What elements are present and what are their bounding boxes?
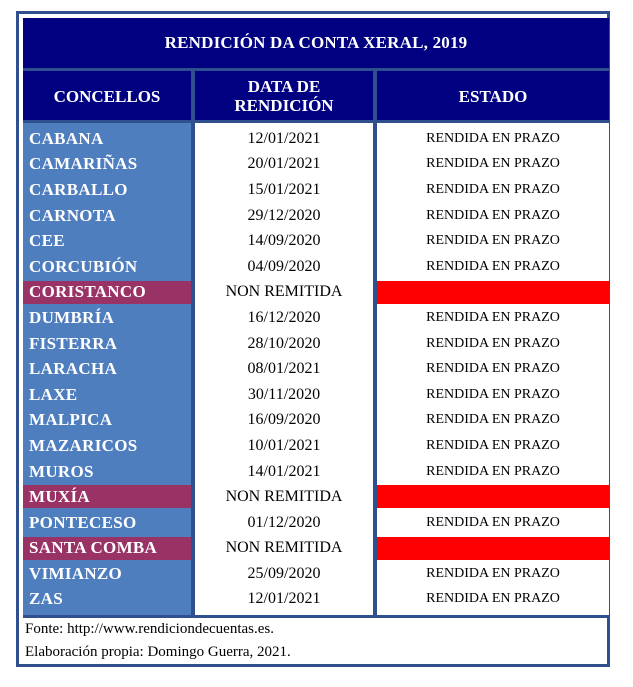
table-row <box>19 433 613 459</box>
rendicion-date: 12/01/2021 <box>247 129 321 147</box>
status-text: RENDIDA EN PRAZO <box>426 463 560 479</box>
header-data-line1: DATA DE <box>247 77 321 96</box>
status-text: RENDIDA EN PRAZO <box>426 335 560 351</box>
concello-name: CORISTANCO <box>23 281 191 304</box>
status-text: RENDIDA EN PRAZO <box>426 156 560 172</box>
status-text: RENDIDA EN PRAZO <box>426 258 560 274</box>
concello-name: MUXÍA <box>23 485 191 508</box>
table-row <box>19 152 613 178</box>
concello-name: CABANA <box>29 128 104 148</box>
rendicion-date: 15/01/2021 <box>247 180 321 198</box>
table-body <box>19 126 613 612</box>
concello-name: MUROS <box>29 461 94 481</box>
rendicion-date: 16/12/2020 <box>247 308 321 326</box>
table-row <box>19 126 613 152</box>
concello-name: CAMARIÑAS <box>29 154 138 174</box>
table-row <box>19 280 613 306</box>
status-text: RENDIDA EN PRAZO <box>426 412 560 428</box>
concello-name: PONTECESO <box>29 512 137 532</box>
rendicion-date: 04/09/2020 <box>247 257 321 275</box>
status-text: RENDIDA EN PRAZO <box>426 386 560 402</box>
rendicion-date: 14/01/2021 <box>247 462 321 480</box>
table-row <box>19 561 613 587</box>
concello-name: MALPICA <box>29 410 113 430</box>
header-data-rendicion <box>195 71 373 121</box>
table-row <box>19 536 613 562</box>
status-text: RENDIDA EN PRAZO <box>426 437 560 453</box>
concello-name: LAXE <box>29 384 78 404</box>
table-row <box>19 587 613 613</box>
rendicion-date: 08/01/2021 <box>247 360 321 378</box>
concello-name: ZAS <box>29 589 63 609</box>
table-row <box>19 382 613 408</box>
footer-source: Fonte: http://www.rendiciondecuentas.es. <box>25 621 274 637</box>
concello-name: DUMBRÍA <box>29 307 115 327</box>
status-text: RENDIDA EN PRAZO <box>426 565 560 581</box>
status-text: RENDIDA EN PRAZO <box>426 130 560 146</box>
rendicion-date: 28/10/2020 <box>247 334 321 352</box>
rendicion-date: 14/09/2020 <box>247 232 321 250</box>
rendicion-date: 16/09/2020 <box>247 411 321 429</box>
concello-name: CARNOTA <box>29 205 116 225</box>
table-row <box>19 331 613 357</box>
status-text: RENDIDA EN PRAZO <box>426 514 560 530</box>
rendicion-date: 12/01/2021 <box>247 590 321 608</box>
header-concellos: CONCELLOS <box>23 71 191 121</box>
footer-credit: Elaboración propia: Domingo Guerra, 2021. <box>25 644 291 660</box>
status-text: RENDIDA EN PRAZO <box>426 181 560 197</box>
table-row <box>19 408 613 434</box>
rendicion-date: 30/11/2020 <box>247 385 321 403</box>
table-row <box>19 484 613 510</box>
rendicion-date: 01/12/2020 <box>247 513 321 531</box>
rendicion-date: 29/12/2020 <box>247 206 321 224</box>
rendicion-date: NON REMITIDA <box>225 283 343 301</box>
concello-name: FISTERRA <box>29 333 118 353</box>
table-title: RENDICIÓN DA CONTA XERAL, 2019 <box>23 18 609 68</box>
concello-name: LARACHA <box>29 359 118 379</box>
status-missing-marker <box>377 485 609 508</box>
header-data-line2: RENDICIÓN <box>234 96 334 115</box>
table-footer <box>23 618 611 664</box>
table-row <box>19 459 613 485</box>
status-text: RENDIDA EN PRAZO <box>426 233 560 249</box>
status-missing-marker <box>377 537 609 560</box>
header-estado: ESTADO <box>377 71 609 121</box>
concello-name: MAZARICOS <box>29 435 138 455</box>
table-row <box>19 203 613 229</box>
table-row <box>19 356 613 382</box>
rendicion-date: NON REMITIDA <box>225 488 343 506</box>
status-text: RENDIDA EN PRAZO <box>426 591 560 607</box>
concello-name: CEE <box>29 231 65 251</box>
concello-name: CORCUBIÓN <box>29 256 138 276</box>
concello-name: CARBALLO <box>29 179 128 199</box>
rendicion-date: 10/01/2021 <box>247 436 321 454</box>
table-frame <box>16 11 610 667</box>
table-row <box>19 228 613 254</box>
status-text: RENDIDA EN PRAZO <box>426 207 560 223</box>
table-row <box>19 510 613 536</box>
rendicion-date: NON REMITIDA <box>225 539 343 557</box>
rendicion-date: 20/01/2021 <box>247 155 321 173</box>
concello-name: SANTA COMBA <box>23 537 191 560</box>
concello-name: VIMIANZO <box>29 563 123 583</box>
status-missing-marker <box>377 281 609 304</box>
rendicion-date: 25/09/2020 <box>247 564 321 582</box>
status-text: RENDIDA EN PRAZO <box>426 309 560 325</box>
table-row <box>19 305 613 331</box>
status-text: RENDIDA EN PRAZO <box>426 361 560 377</box>
table-row <box>19 177 613 203</box>
table-row <box>19 254 613 280</box>
